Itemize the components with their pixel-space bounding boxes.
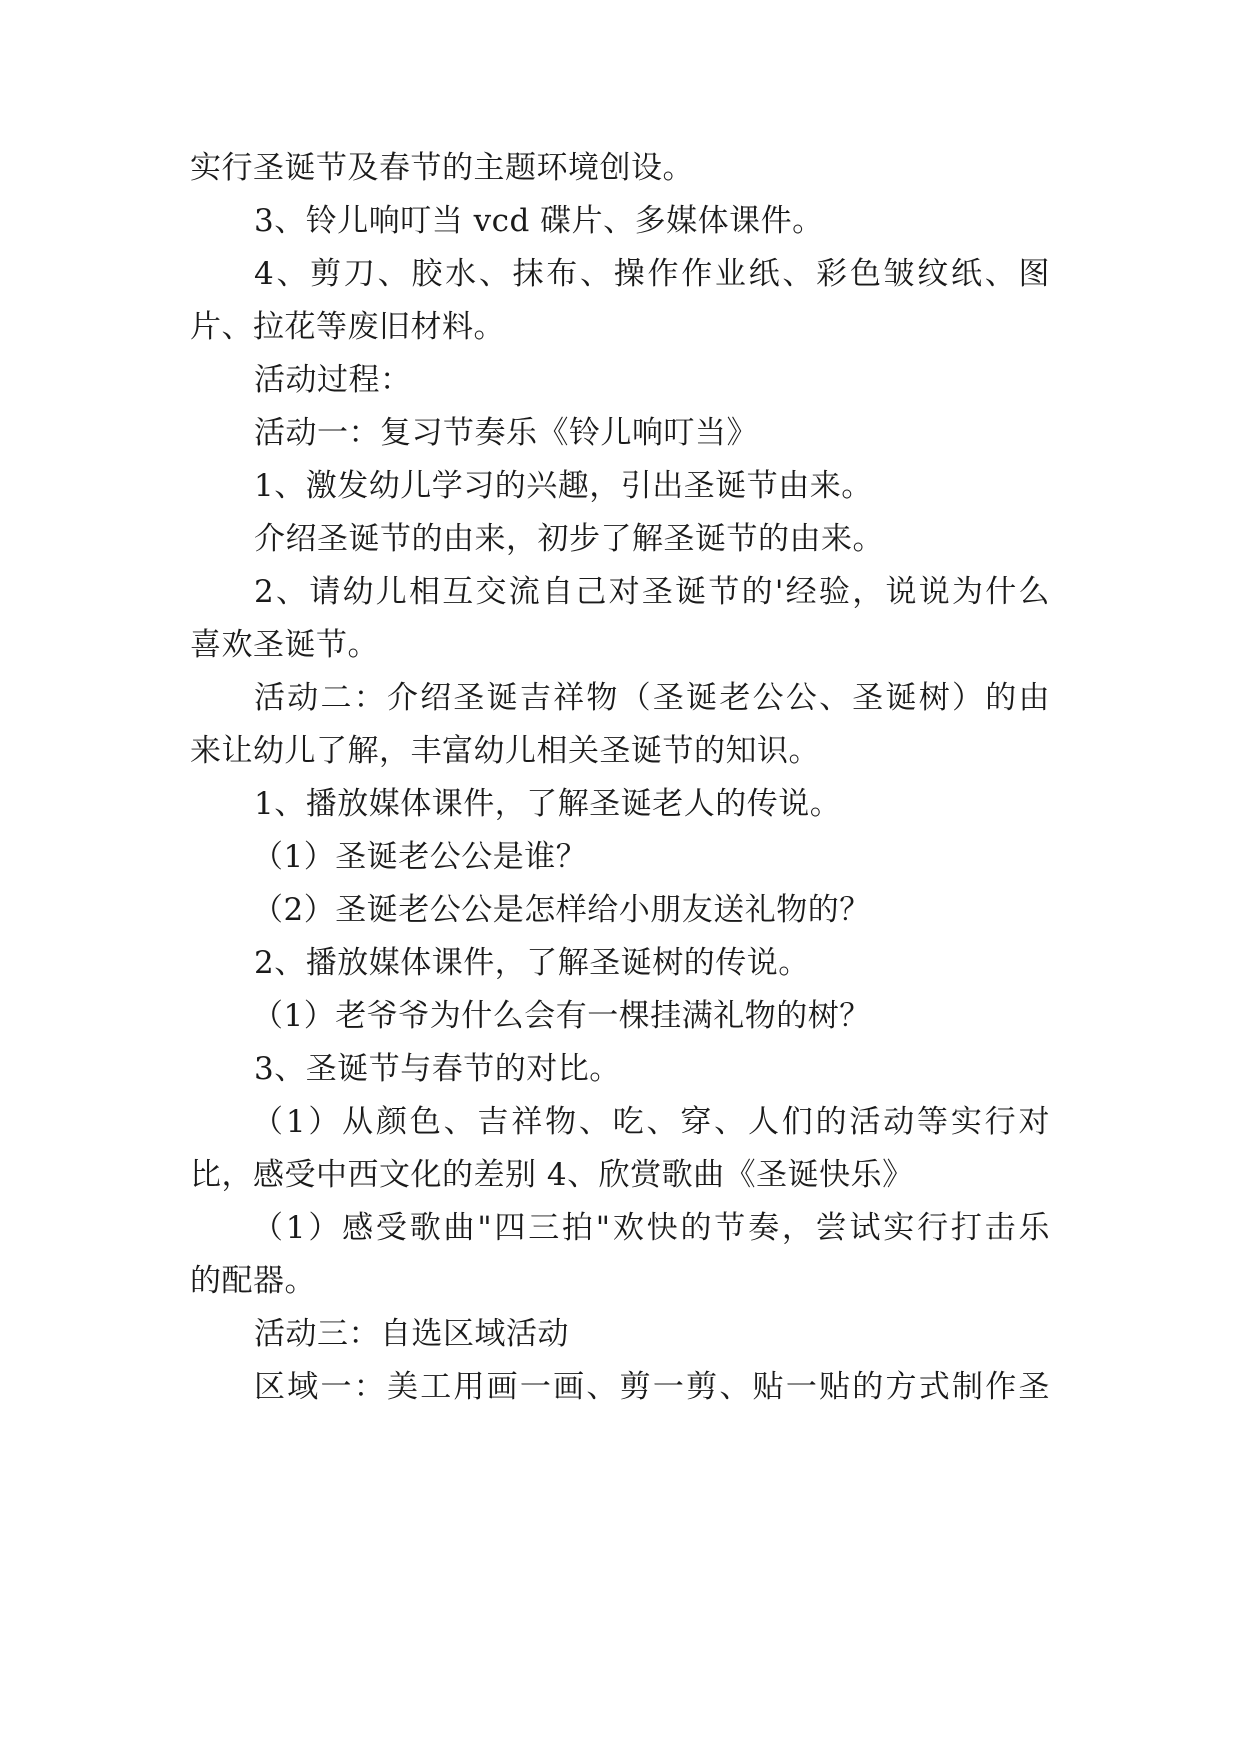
document-page	[190, 0, 1050, 1754]
paragraph-line: 片、拉花等废旧材料。	[190, 309, 505, 345]
paragraph-line: （2）圣诞老公公是怎样给小朋友送礼物的？	[252, 892, 871, 928]
activity-heading: 活动二：介绍圣诞吉祥物（圣诞老公公、圣诞树）的由	[254, 680, 1050, 716]
paragraph-line: 实行圣诞节及春节的主题环境创设。	[190, 150, 694, 186]
paragraph-line: 1、激发幼儿学习的兴趣，引出圣诞节由来。	[254, 468, 873, 504]
section-heading: 活动过程：	[254, 362, 412, 398]
paragraph-line: 3、铃儿响叮当 vcd 碟片、多媒体课件。	[254, 203, 824, 239]
paragraph-line: （1）感受歌曲"四三拍"欢快的节奏，尝试实行打击乐	[252, 1210, 1050, 1246]
paragraph-line: 2、请幼儿相互交流自己对圣诞节的'经验，说说为什么	[254, 574, 1050, 610]
paragraph-line: （1）从颜色、吉祥物、吃、穿、人们的活动等实行对	[252, 1104, 1050, 1140]
paragraph-line: 来让幼儿了解，丰富幼儿相关圣诞节的知识。	[190, 733, 820, 769]
paragraph-line: 2、播放媒体课件，了解圣诞树的传说。	[254, 945, 810, 981]
paragraph-line: （1）老爷爷为什么会有一棵挂满礼物的树？	[252, 998, 871, 1034]
activity-heading: 活动三：自选区域活动	[254, 1316, 569, 1352]
paragraph-line: 的配器。	[190, 1263, 316, 1299]
activity-heading: 活动一：复习节奏乐《铃儿响叮当》	[254, 415, 758, 451]
paragraph-line: 比，感受中西文化的差别 4、欣赏歌曲《圣诞快乐》	[190, 1157, 914, 1193]
paragraph-line: 4、剪刀、胶水、抹布、操作作业纸、彩色皱纹纸、图	[254, 256, 1050, 292]
paragraph-line: 1、播放媒体课件，了解圣诞老人的传说。	[254, 786, 842, 822]
paragraph-line: 喜欢圣诞节。	[190, 627, 379, 663]
paragraph-line: （1）圣诞老公公是谁？	[252, 839, 588, 875]
paragraph-line: 区域一：美工用画一画、剪一剪、贴一贴的方式制作圣	[254, 1369, 1050, 1405]
paragraph-line: 3、圣诞节与春节的对比。	[254, 1051, 621, 1087]
paragraph-line: 介绍圣诞节的由来，初步了解圣诞节的由来。	[254, 521, 884, 557]
